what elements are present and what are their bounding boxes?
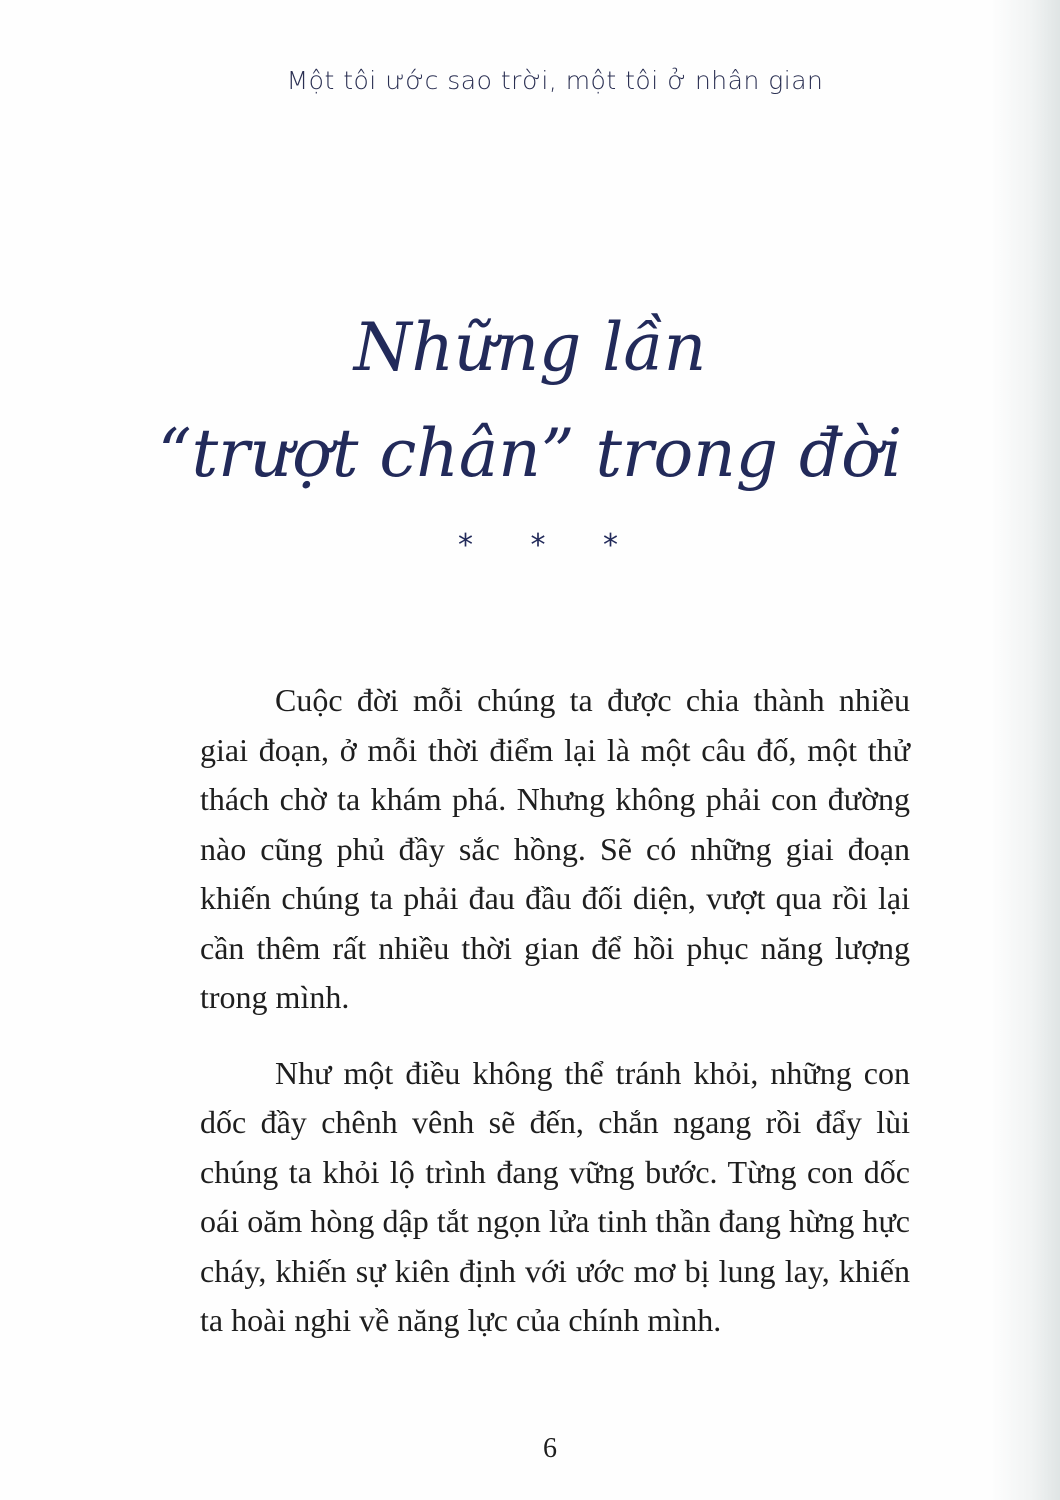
paragraph-1: Cuộc đời mỗi chúng ta được chia thành nhiều giai đoạn, ở mỗi thời điểm lại là một câu đố, một thử thách chờ ta khám phá. Nhưng không phải con đường nào cũng phủ đầy sắc hồng. Sẽ có những giai đoạn khiến chúng ta phải đau đầu đối diện, vượt qua rồi lại cần thêm rất nhiều thời gian để hồi phục năng lượng trong mình. — [200, 682, 910, 1015]
page-edge-shadow — [990, 0, 1060, 1500]
body-text — [200, 676, 910, 1372]
page-number: 6 — [543, 1433, 557, 1464]
section-ornament: * * * — [457, 528, 643, 563]
chapter-title-line-1: Những lần — [353, 309, 707, 386]
chapter-title-line-2: “trượt chân” trong đời — [157, 415, 903, 492]
paragraph-2: Như một điều không thể tránh khỏi, những con dốc đầy chênh vênh sẽ đến, chắn ngang rồi đẩy lùi chúng ta khỏi lộ trình đang vững bước. Từng con dốc oái oăm hòng dập tắt ngọn lửa tinh thần đang hừng hực cháy, khiến sự kiên định với ước mơ bị lung lay, khiến ta hoài nghi về năng lực của chính mình. — [200, 1054, 910, 1338]
chapter-title — [0, 295, 1060, 507]
running-head: Một tôi ước sao trời, một tôi ở nhân gian — [286, 66, 824, 95]
